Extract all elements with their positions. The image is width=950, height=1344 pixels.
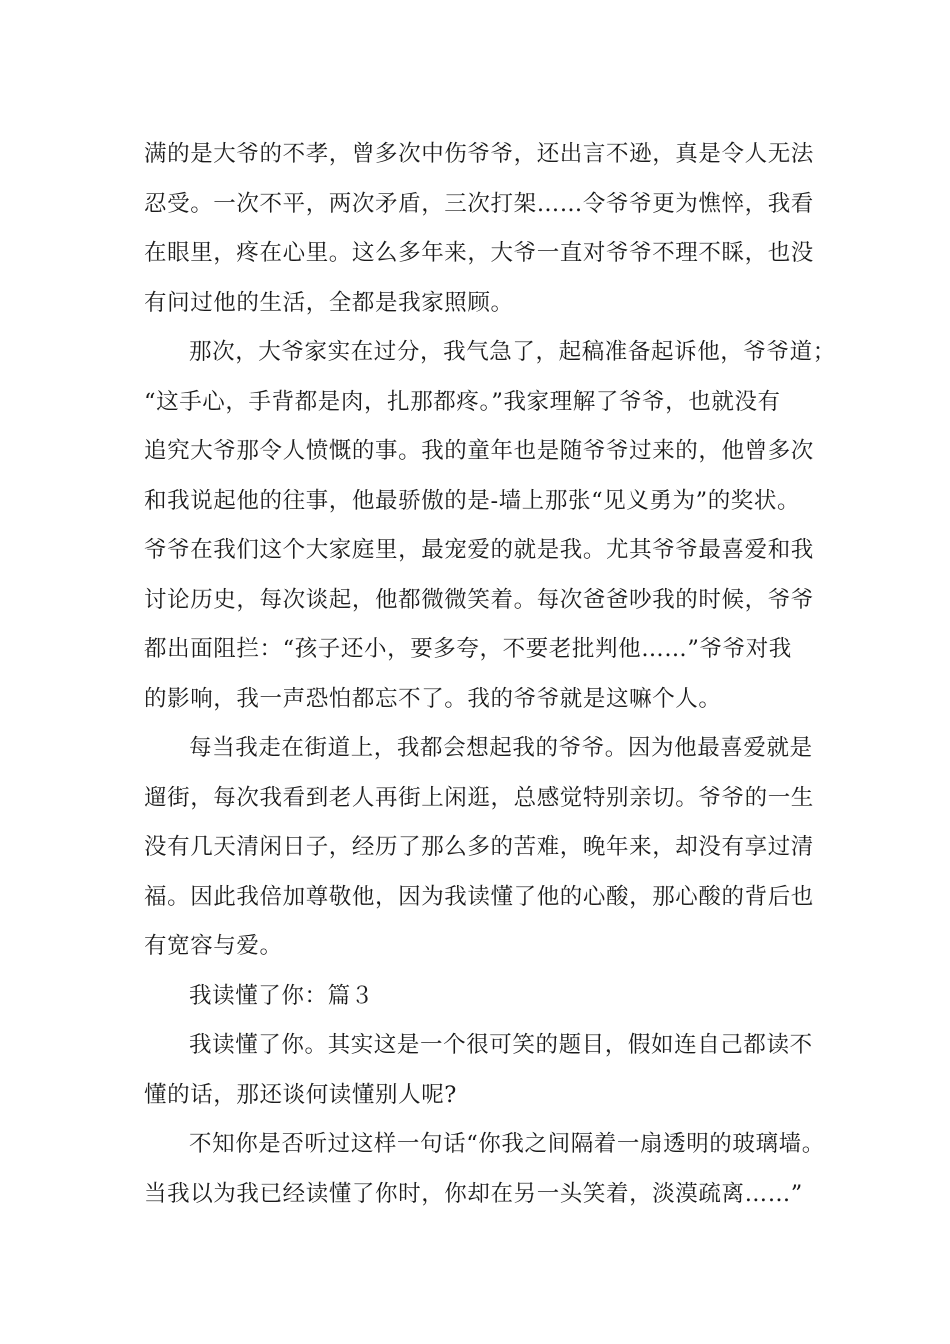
text-line: 不知你是否听过这样一句话“你我之间隔着一扇透明的玻璃墙。 (189, 1131, 825, 1157)
text-line: 当我以为我已经读懂了你时，你却在另一头笑着，淡漠疏离……” (144, 1180, 803, 1207)
text-line: 在眼里，疼在心里。这么多年来，大爷一直对爷爷不理不睬，也没 (144, 240, 814, 266)
text-line: 我读懂了你。其实这是一个很可笑的题目，假如连自己都读不 (189, 1032, 813, 1058)
text-line: 懂的话，那还谈何读懂别人呢? (144, 1081, 457, 1108)
text-line: 福。因此我倍加尊敬他，因为我读懂了他的心酸，那心酸的背后也 (144, 883, 814, 910)
text-line: 没有几天清闲日子，经历了那么多的苦难，晚年来，却没有享过清 (144, 834, 814, 860)
text-line: 我读懂了你：篇３ (189, 982, 374, 1009)
document-body (144, 130, 836, 1219)
text-line: 讨论历史，每次谈起，他都微微笑着。每次爸爸吵我的时候，爷爷 (144, 586, 814, 613)
text-line: 和我说起他的往事，他最骄傲的是-墙上那张“见义勇为”的奖状。 (144, 487, 801, 514)
text-line: 遛街，每次我看到老人再街上闲逛，总感觉特别亲切。爷爷的一生 (144, 784, 814, 811)
text-line: 的影响，我一声恐怕都忘不了。我的爷爷就是这嘛个人。 (144, 685, 722, 712)
text-line: “这手心，手背都是肉，扎那都疼。”我家理解了爷爷，也就没有 (144, 388, 781, 415)
text-line: 有问过他的生活，全都是我家照顾。 (144, 289, 514, 316)
text-line: 有宽容与爱。 (144, 933, 283, 959)
text-line: 满的是大爷的不孝，曾多次中伤爷爷，还出言不逊，真是令人无法 (144, 141, 814, 167)
text-line: 那次，大爷家实在过分，我气急了，起稿准备起诉他，爷爷道； (189, 339, 836, 365)
text-line: 追究大爷那令人愤慨的事。我的童年也是随爷爷过来的，他曾多次 (144, 438, 814, 464)
text-line: 都出面阻拦：“孩子还小，要多夸，不要老批判他……”爷爷对我 (144, 636, 792, 662)
text-line: 忍受。一次不平，两次矛盾，三次打架……令爷爷更为憔悴，我看 (144, 190, 814, 217)
text-line: 爷爷在我们这个大家庭里，最宠爱的就是我。尤其爷爷最喜爱和我 (144, 537, 814, 563)
text-line: 每当我走在街道上，我都会想起我的爷爷。因为他最喜爱就是 (189, 735, 813, 761)
